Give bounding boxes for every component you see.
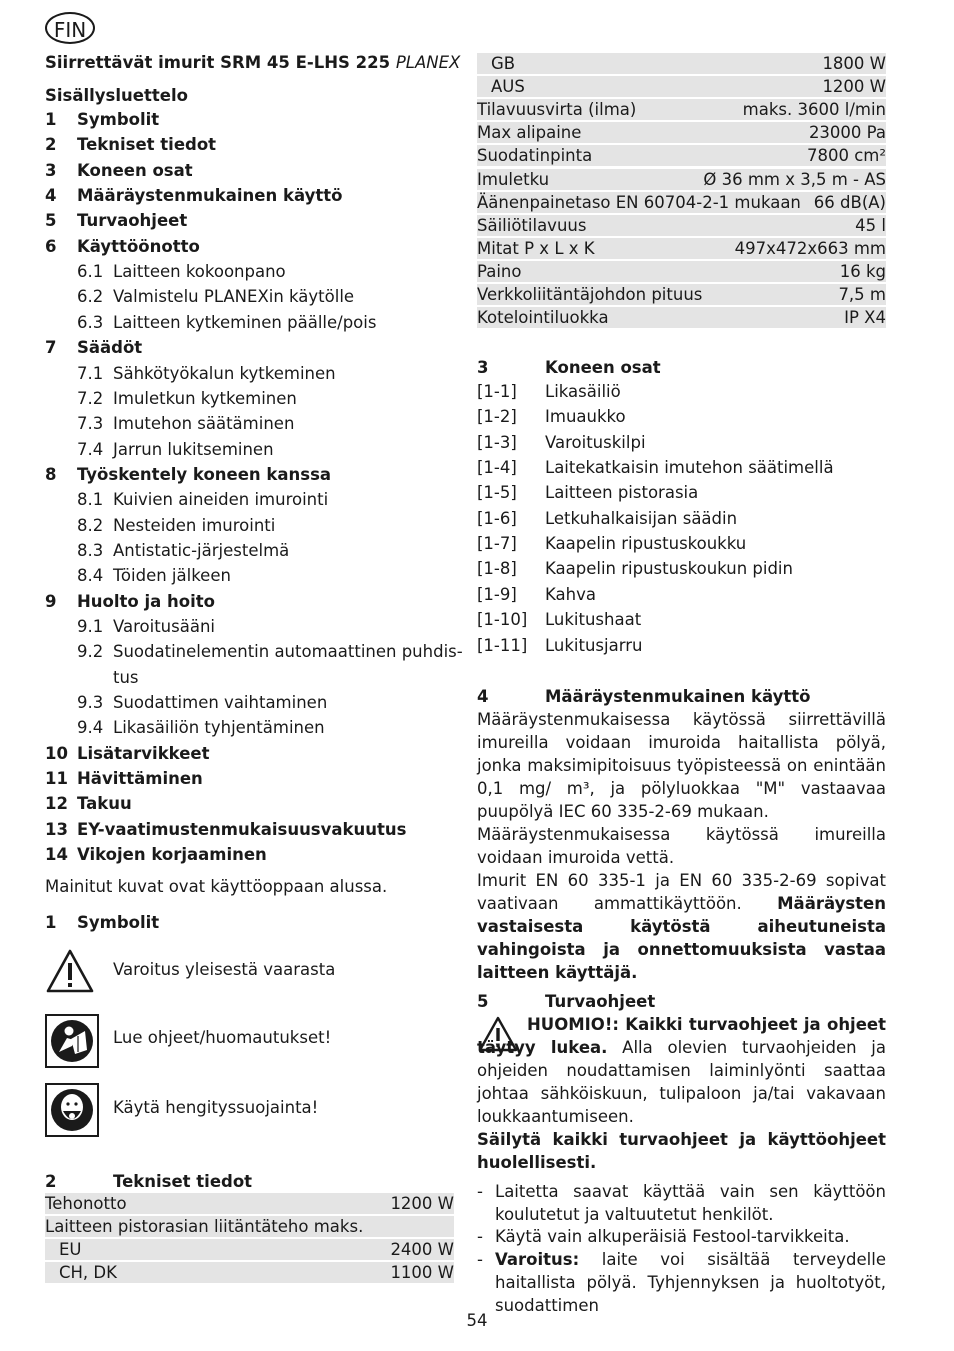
section-title: Koneen osat: [545, 358, 661, 377]
spec-value: 1200 W: [822, 77, 886, 97]
toc-number: 7.1: [77, 363, 104, 383]
part-label: Varoituskilpi: [545, 432, 646, 452]
part-id: [1-2]: [477, 407, 517, 427]
bullet-text: Laitetta saavat käyttää vain sen käyttöön koulutetut ja valtuutetut henkilöt.: [495, 1182, 886, 1224]
spec-label: GB: [491, 54, 516, 73]
section-1-heading: [45, 911, 159, 934]
spec-label: Paino: [477, 261, 522, 281]
part-label: Laitekatkaisin imutehon säätimellä: [545, 458, 834, 478]
spec-label: EU: [59, 1240, 82, 1259]
toc-number: 8.3: [77, 540, 104, 560]
language-badge: FIN: [45, 12, 95, 44]
part-item: [477, 607, 641, 632]
toc-label: Suodattimen vaihtaminen: [113, 693, 328, 713]
title-brand: PLANEX: [395, 53, 461, 72]
toc-entry[interactable]: [45, 614, 215, 639]
part-label: Imuaukko: [545, 407, 626, 427]
toc-entry[interactable]: [45, 158, 193, 183]
spec-label: Suodatinpinta: [477, 146, 593, 166]
toc-entry[interactable]: [45, 183, 342, 208]
section-4-heading: [477, 685, 810, 708]
spec-row: [477, 238, 886, 259]
part-id: [1-5]: [477, 483, 517, 503]
spec-row: [477, 307, 886, 328]
part-item: [477, 531, 746, 556]
spec-row: [477, 122, 886, 143]
part-item: [477, 582, 596, 607]
toc-entry[interactable]: [45, 715, 325, 740]
symbol-text: Käytä hengityssuojainta!: [113, 1098, 319, 1117]
toc-label: Vikojen korjaaminen: [77, 845, 267, 865]
part-item: [477, 379, 621, 404]
section-number: 1: [45, 913, 57, 932]
intended-use-paragraph-2: Määräystenmukaisessa käytössä imureilla voidaan imuroida vettä.: [477, 825, 886, 867]
part-item: [477, 480, 698, 505]
toc-label: EY-vaatimustenmukaisuusvakuutus: [77, 819, 407, 839]
toc-entry[interactable]: [45, 639, 463, 664]
bullet-text: Käytä vain alkuperäisiä Festool-tarvikkeita.: [495, 1227, 850, 1246]
toc-label: Määräystenmukainen käyttö: [77, 186, 343, 206]
spec-label: Verkkoliitäntäjohdon pituus: [477, 285, 703, 304]
spec-label: Tehonotto: [45, 1194, 127, 1213]
section-5-heading: [477, 990, 655, 1013]
toc-label: Käyttöönotto: [77, 236, 200, 256]
toc-label: Symbolit: [77, 110, 160, 129]
toc-entry[interactable]: [45, 538, 289, 563]
toc-entry[interactable]: [45, 589, 215, 614]
spec-value: maks. 3600 l/min: [742, 100, 886, 120]
part-id: [1-7]: [477, 534, 517, 554]
toc-entry[interactable]: [45, 487, 328, 512]
spec-row: [45, 1239, 454, 1260]
spec-label: Laitteen pistorasian liitäntäteho maks.: [45, 1217, 364, 1236]
toc-number: 7.2: [77, 388, 104, 408]
toc-heading: Sisällysluettelo: [45, 86, 188, 105]
document-title: [45, 51, 460, 74]
spec-label: Tilavuusvirta (ilma): [477, 100, 637, 120]
spec-value: 1100 W: [390, 1263, 454, 1282]
section-title: Symbolit: [77, 913, 160, 932]
title-text: Siirrettävät imurit SRM 45 E-LHS 225: [45, 53, 396, 72]
part-label: Likasäiliö: [545, 382, 621, 401]
toc-number: 7.3: [77, 414, 104, 434]
page-number: 54: [466, 1311, 488, 1330]
bullet-bold-label: Varoitus:: [495, 1250, 580, 1269]
spec-row: [477, 284, 886, 305]
toc-entry[interactable]: [45, 462, 331, 487]
toc-entry[interactable]: [45, 411, 294, 436]
part-id: [1-8]: [477, 559, 517, 579]
toc-label: Nesteiden imurointi: [113, 515, 276, 535]
toc-entry[interactable]: [45, 132, 216, 157]
part-id: [1-10]: [477, 610, 528, 630]
toc-number: 4: [45, 186, 57, 206]
safety-warning-paragraph: [477, 1013, 886, 1128]
spec-table-left: [45, 1193, 454, 1285]
keep-instructions-notice: Säilytä kaikki turvaohjeet ja käyttöohjeet huolellisesti.: [477, 1130, 886, 1172]
toc-entry[interactable]: [45, 437, 274, 462]
toc-label: Laitteen kokoonpano: [113, 262, 286, 282]
toc-label: Laitteen kytkeminen päälle/pois: [113, 312, 377, 332]
toc-number: 10: [45, 743, 68, 763]
spec-label: Imuletku: [477, 169, 550, 189]
parts-list: [477, 379, 886, 659]
toc-label: Takuu: [77, 794, 132, 814]
section-2-heading: [45, 1170, 252, 1193]
toc-entry[interactable]: [45, 513, 275, 538]
spec-value: 1200 W: [390, 1194, 454, 1213]
toc-entry[interactable]: [45, 690, 327, 715]
part-label: Lukitusjarru: [545, 635, 643, 655]
table-of-contents: [45, 107, 463, 867]
part-item: [477, 633, 642, 658]
spec-value: 23000 Pa: [808, 123, 886, 143]
toc-label: Tekniset tiedot: [77, 135, 217, 155]
toc-label: Lisätarvikkeet: [77, 743, 210, 763]
toc-label: Imuletkun kytkeminen: [113, 388, 297, 408]
toc-number: 8.1: [77, 490, 104, 510]
spec-label: CH, DK: [59, 1263, 117, 1282]
toc-label: Imutehon säätäminen: [113, 414, 295, 434]
part-id: [1-1]: [477, 382, 517, 401]
toc-number: 3: [45, 160, 57, 180]
spec-value: 66 dB(A): [813, 192, 886, 212]
bullet-text: laite voi sisältää terveydelle haitallista pölyä. Tyhjennyksen ja huoltotyöt, suodattimen: [495, 1250, 886, 1315]
toc-entry[interactable]: [45, 259, 286, 284]
spec-row: [45, 1216, 454, 1237]
safety-bullet: - Käytä vain alkuperäisiä Festool-tarvikkeita.: [477, 1227, 850, 1246]
part-id: [1-4]: [477, 458, 517, 478]
toc-number: 7: [45, 338, 57, 358]
toc-entry[interactable]: [45, 335, 142, 360]
toc-label: Jarrun lukitseminen: [113, 439, 274, 459]
toc-label: Turvaohjeet: [77, 211, 188, 231]
toc-entry[interactable]: [45, 766, 203, 791]
toc-number: 11: [45, 769, 68, 789]
toc-number: 1: [45, 110, 57, 129]
toc-number: 9.3: [77, 693, 104, 713]
section-title: Tekniset tiedot: [113, 1172, 253, 1191]
toc-label: Valmistelu PLANEXin käytölle: [113, 287, 355, 307]
toc-label: Varoitusääni: [113, 617, 216, 636]
spec-label: Äänenpainetaso EN 60704-2-1 mukaan: [477, 192, 801, 212]
symbol-text: Lue ohjeet/huomautukset!: [113, 1028, 332, 1047]
spec-row: [477, 76, 886, 97]
section-title: Määräystenmukainen käyttö: [545, 687, 811, 706]
toc-number: 9.2: [77, 642, 104, 662]
toc-label: Suodatinelementin automaattinen puhdis-: [113, 642, 463, 662]
part-item: [477, 404, 626, 429]
intended-use-paragraph-1: Määräystenmukaisessa käytössä siirrettävillä imureilla voidaan imuroida haitallista pölyä, jonka maksimipitoisuus työpisteessä on enintään 0,1 mg/ m³, ja pölyluokkaa "M" vastaavaa puupölyä IEC 60 335-2-69 mukaan.: [477, 710, 886, 821]
toc-number: 6.2: [77, 287, 104, 307]
toc-number: 2: [45, 135, 57, 155]
toc-number: 13: [45, 819, 68, 839]
spec-row: [477, 215, 886, 236]
spec-value: Ø 36 mm x 3,5 m - AS: [703, 169, 886, 189]
spec-value: 497x472x663 mm: [734, 238, 886, 258]
toc-entry[interactable]: [45, 234, 200, 259]
toc-label: Huolto ja hoito: [77, 591, 216, 611]
symbol-text: Varoitus yleisestä vaarasta: [113, 960, 336, 979]
read-manual-icon: [45, 1014, 99, 1068]
part-item: [477, 556, 793, 581]
section-3-heading: [477, 356, 661, 379]
section-number: 4: [477, 687, 489, 706]
section-number: 3: [477, 358, 489, 377]
part-label: Kaapelin ripustuskoukun pidin: [545, 559, 793, 579]
part-item: [477, 455, 834, 480]
spec-value: 7,5 m: [838, 285, 886, 304]
spec-row: [477, 99, 886, 120]
toc-label: Töiden jälkeen: [113, 566, 231, 586]
part-label: Kahva: [545, 584, 596, 604]
toc-entry[interactable]: [45, 107, 159, 132]
paragraph-text: Imurit EN 60 335-1 ja EN 60 335-2-69 sopivat vaativaan ammattikäyttöön.: [477, 871, 886, 913]
toc-label: Sähkötyökalun kytkeminen: [113, 363, 336, 383]
part-label: Laitteen pistorasia: [545, 483, 699, 503]
section-number: 2: [45, 1172, 57, 1191]
spec-label: Max alipaine: [477, 123, 582, 143]
toc-number: 14: [45, 845, 68, 865]
toc-number: 8.2: [77, 515, 104, 535]
spec-value: 16 kg: [839, 261, 886, 281]
section-number: 5: [477, 992, 489, 1011]
spec-row: [477, 53, 886, 74]
part-id: [1-9]: [477, 584, 517, 604]
toc-number: 7.4: [77, 439, 104, 459]
toc-entry[interactable]: [45, 817, 406, 842]
part-id: [1-6]: [477, 508, 517, 528]
part-label: Lukitushaat: [545, 610, 642, 630]
toc-number: 6: [45, 236, 57, 256]
part-label: Kaapelin ripustuskoukku: [545, 534, 747, 554]
toc-number: 9.4: [77, 718, 104, 738]
figures-note: Mainitut kuvat ovat käyttöoppaan alussa.: [45, 877, 388, 896]
toc-number: 8.4: [77, 566, 104, 586]
toc-entry[interactable]: [45, 208, 187, 233]
spec-value: IP X4: [844, 308, 886, 328]
toc-entry[interactable]: [45, 386, 297, 411]
part-item: [477, 506, 737, 531]
intended-use-paragraph-3: [477, 869, 886, 984]
part-id: [1-3]: [477, 432, 517, 452]
toc-label: Hävittäminen: [77, 769, 203, 789]
spec-row: [477, 192, 886, 213]
part-item: [477, 430, 646, 455]
spec-label: Kotelointiluokka: [477, 308, 609, 328]
spec-value: 7800 cm²: [807, 146, 886, 166]
toc-label: Koneen osat: [77, 160, 193, 180]
toc-entry[interactable]: [45, 284, 354, 309]
toc-entry[interactable]: [45, 563, 231, 588]
liability-notice: Määräysten vastaisesta käytöstä aiheutuneista vahingoista ja onnettomuuksista vastaa laitteen käyttäjä.: [477, 894, 886, 982]
part-id: [1-11]: [477, 635, 528, 655]
toc-number: 8: [45, 464, 57, 484]
spec-row: [45, 1193, 454, 1214]
toc-entry[interactable]: [45, 361, 336, 386]
section-title: Turvaohjeet: [545, 992, 656, 1011]
spec-label: Mitat P x L x K: [477, 238, 595, 258]
spec-value: 1800 W: [822, 54, 886, 73]
warning-triangle-icon: [45, 946, 99, 1000]
toc-number: 9.1: [77, 617, 104, 636]
toc-number: 12: [45, 794, 68, 814]
safety-bullet: - Varoitus: laite voi sisältää terveydelle haitallista pölyä. Tyhjennyksen ja huoltotyöt, suodattimen: [477, 1250, 886, 1315]
toc-entry[interactable]: [45, 741, 209, 766]
toc-entry[interactable]: [45, 665, 139, 690]
toc-number: 9: [45, 591, 57, 611]
respirator-mask-icon: [45, 1083, 99, 1137]
spec-table-right: [477, 53, 886, 329]
spec-value: 45 l: [855, 215, 886, 235]
spec-row: [45, 1262, 454, 1283]
warning-text-bold: HUOMIO!: Kaikki turvaohjeet ja ohjeet täytyy lukea.: [477, 1015, 886, 1057]
toc-label: Kuivien aineiden imurointi: [113, 490, 329, 510]
toc-entry[interactable]: [45, 842, 267, 867]
toc-label: tus: [113, 667, 139, 687]
toc-number: 5: [45, 211, 57, 231]
spec-label: Säiliötilavuus: [477, 215, 587, 235]
toc-entry[interactable]: [45, 310, 376, 335]
toc-label: Likasäiliön tyhjentäminen: [113, 718, 325, 738]
spec-label: AUS: [491, 77, 525, 97]
part-label: Letkuhalkaisijan säädin: [545, 508, 738, 528]
warning-text: Alla olevien turvaohjeiden ja ohjeiden noudattamisen laiminlyönti saattaa johtaa sähköiskuun, tulipaloon ja/tai vakavaan loukkaantumiseen.: [477, 1038, 886, 1126]
toc-number: 6.1: [77, 262, 104, 282]
toc-number: 6.3: [77, 312, 104, 332]
spec-row: [477, 261, 886, 282]
spec-value: 2400 W: [390, 1240, 454, 1259]
toc-label: Säädöt: [77, 338, 143, 358]
safety-bullet: - Laitetta saavat käyttää vain sen käyttöön koulutetut ja valtuutetut henkilöt.: [477, 1182, 886, 1224]
toc-label: Työskentely koneen kanssa: [77, 464, 332, 484]
spec-row: [477, 145, 886, 166]
toc-label: Antistatic-järjestelmä: [113, 540, 290, 560]
spec-row: [477, 169, 886, 190]
toc-entry[interactable]: [45, 791, 132, 816]
